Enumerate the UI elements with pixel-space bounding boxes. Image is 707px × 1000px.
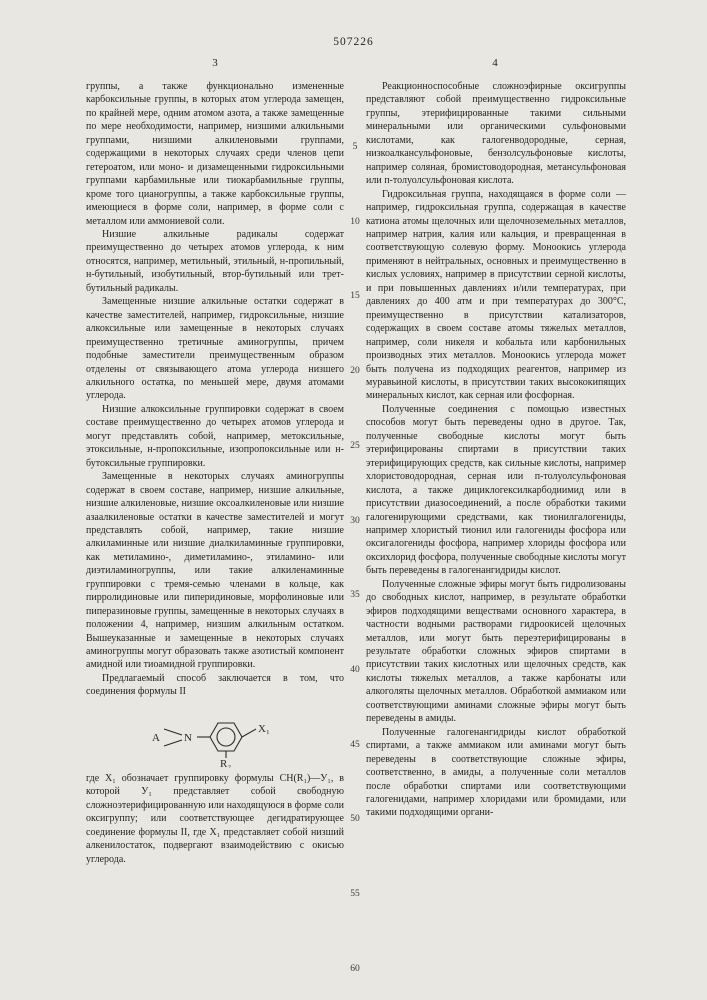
formula-label-n: N	[184, 731, 192, 744]
line-number: 35	[350, 590, 360, 601]
line-number: 60	[350, 963, 360, 974]
paragraph: группы, а также функционально измененные карбоксильные группы, в которых атом углерода замещен, по крайней мере, одним атомом азота, а также замещенные по мере необходимости, например, низшими алкильными группами, низшими алкиленовыми группами, содержащими в некоторых случаях среди членов цепи гетероатом, или моно- и дизамещенными гидроксильными группами карбамильные или тиокарбамильные группы, кроме того цианогруппы, а также карбоксильные группы, имеющиеся в форме соли, например, в форме соли с металлом или аммониевой соли.	[86, 81, 344, 227]
line-number: 55	[350, 889, 360, 900]
bond	[164, 729, 182, 735]
line-number: 25	[350, 440, 360, 451]
left-column	[86, 80, 344, 988]
line-number: 40	[350, 665, 360, 676]
line-number: 50	[350, 814, 360, 825]
paragraph: где X₁ обозначает группировку формулы CH(R₁)—У₁, в которой У₁ представляет собой свободную сложноэтерифицированную или находящуюся в форме соли оксигруппу; или соответствующее дегидратирующее соединение формулы II, где X₁ представляет собой низший алкенилостаток, подвергают взаимодействию с окисью углерода.	[86, 772, 344, 865]
paragraph: Замещенные низшие алкильные остатки содержат в качестве заместителей, например, гидроксильные, низшие алкоксильные или замещенные в некоторых случаях преимущественно третичные аминогруппы, причем подобные заместители преимущественным образом отделены от связывающего атома углерода низшего алкильного остатка, по меньшей мере, двумя атомами углерода.	[86, 296, 344, 402]
paragraph: Замещенные в некоторых случаях аминогруппы содержат в своем составе, например, низшие алкильные, низшие алкиленовые, низшие оксоалкиленовые или низшие азаалкиленовые остатки в качестве заместителей и могут представлять собой, например, такие низшие алкиламинные или низшие диалкиламинные группировки, как метиламино-, диметиламино-, этиламино- или диэтиламиногруппы, или такие алкиленаминные группировки с тремя-семью членами в кольце, как пирролидиновые или пиперидиновые, морфолиновые или пиперазиновые группы, замещенные в некоторых случаях в положении 4, например, низшим алкильным остатком. Вышеуказанные и замещенные в некоторых случаях аминогруппы могут образовать также азотистый компонент амидной или тиоамидной группировки.	[86, 471, 344, 671]
line-number: 5	[352, 142, 358, 152]
right-column	[366, 80, 626, 988]
formula-label-a: A	[152, 731, 160, 744]
bond	[164, 740, 182, 746]
formula-II-structure	[140, 704, 290, 768]
paragraph: Полученные сложные эфиры могут быть гидролизованы до свободных кислот, например, в результате обработки эфиров подходящими веществами основного характера, в частности водными растворами гидроокисей щелочных металлов, или могут быть переэтерифицированы в результате обработки сложных эфиров спиртами в присутствии таких кислотных или щелочных средств, как кислоты тяжелых металлов, а также карбонаты или алкоголяты щелочных металлов. Обработкой аммиаком или соответствующими аминами сложные эфиры могут быть переведены в амиды.	[366, 578, 626, 725]
paragraph: Гидроксильная группа, находящаяся в форме соли — например, гидроксильная группа, содержащая в качестве катиона атомы щелочных или щелочноземельных металлов, например натрия, калия или кальция, и превращенная в соответствующую солевую форму. Моноокись углерода применяют в нейтральных, основных и преимущественно в кислых условиях, например в присутствии серной кислоты, и при повышенных давлениях и/или температурах, при давлениях до 400 атм и при температурах до 300°С, преимущественно в присутствии катализаторов, содержащих в своем составе атомы тяжелых металлов, например, соли никеля и кобальта или карбонильных производных этих металлов. Моноокись углерода может быть получена из подходящих реагентов, например из муравьиной кислоты, в присутствии таких высококипящих минеральных кислот, как серная или фосфорная.	[366, 188, 626, 402]
paragraph: Низшие алкоксильные группировки содержат в своем составе преимущественно до четырех атомов углерода и могут представлять собой, например, метоксильные, этоксильные, н-пропоксильные, изопропоксильные или н-бутоксильные группировки.	[86, 403, 344, 469]
line-number: 10	[350, 216, 360, 227]
paragraph: Полученные соединения с помощью известных способов могут быть переведены одно в другое. Так, полученные свободные кислоты могут быть этерифицированы спиртами в присутствии таких этерифицирующих средств, как сильные кислоты, например хлористоводородная, серная или п-толуолсульфоновая кислота, а также дициклогексилкарбодиимид или в присутствии диазосоединений, а после обработки такими галогенирующими средствами, как тионилгалогениды, например хлористый тионил или галогениды фосфора или оксигалогениды фосфора, например хлориды фосфора или оксихлорид фосфора, полученные свободные кислоты могут быть переведены в галогенангидриды кислот.	[366, 403, 626, 577]
formula-label-x1: X₁	[258, 722, 270, 735]
benzene-ring	[210, 723, 242, 751]
chemical-formula-diagram	[86, 704, 344, 768]
right-column-number: 4	[492, 57, 498, 69]
line-numbers	[344, 80, 366, 988]
benzene-circle	[217, 728, 235, 746]
line-number: 20	[350, 366, 360, 377]
bond	[242, 729, 256, 737]
line-number: 30	[350, 515, 360, 526]
paragraph: Предлагаемый способ заключается в том, что соединения формулы II	[86, 672, 344, 698]
line-number: 15	[350, 291, 360, 302]
left-column-number: 3	[212, 57, 218, 69]
paragraph: Низшие алкильные радикалы содержат преимущественно до четырех атомов углерода, к ним относятся, например, метильный, этильный, н-пропильный, н-бутильный, изобутильный, втор-бутильный или трет-бутильный радикалы.	[86, 228, 344, 294]
paragraph: Полученные галогенангидриды кислот обработкой спиртами, а также аммиаком или аминами могут быть переведены в соответствующие сложные эфиры, соответственно, в амиды, а полученные соли металлов после обработки спиртами или соответствующими галогенидами, например хлоридами или бромидами, или такими подходящими органи-	[366, 726, 626, 819]
line-number: 45	[350, 739, 360, 750]
text-columns	[86, 80, 626, 988]
patent-number: 507226	[333, 36, 374, 48]
formula-label-r2: R₂	[220, 757, 232, 768]
paragraph: Реакционноспособные сложноэфирные оксигруппы представляют собой преимущественно гидроксильные группы, этерифицированные такими сильными минеральными или органическими сульфоновыми кислотами, как галогенводородные, серная, низкоалкансульфоновые, бензолсульфоновые кислоты, например соляная, бромистоводородная, метансульфоновая или п-толуолсульфоновая кислота.	[366, 81, 626, 187]
